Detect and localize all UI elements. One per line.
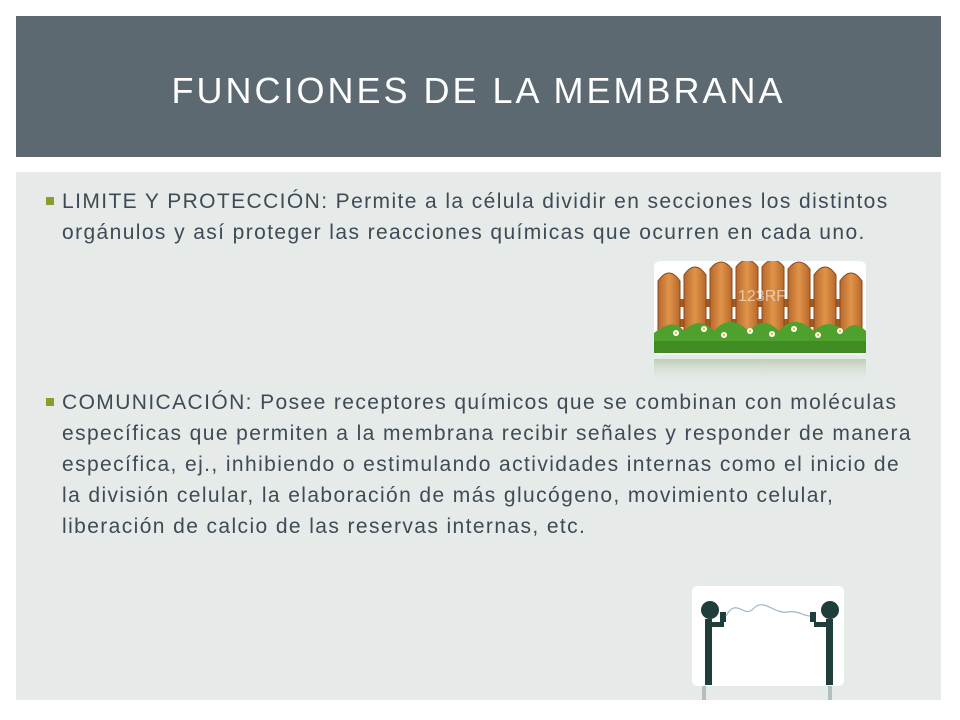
- bullet-heading: LIMITE Y PROTECCIÓN: [62, 190, 322, 213]
- fence-illustration: [654, 261, 866, 385]
- tin-can-phone-illustration: [692, 586, 844, 700]
- content-area: [16, 172, 941, 700]
- bullet-heading: COMUNICACIÓN: [62, 391, 246, 414]
- bullet-limite-proteccion: [62, 186, 912, 248]
- title-bar: [16, 16, 941, 157]
- watermark-text: 123RF: [738, 288, 787, 305]
- bullet-marker-icon: [46, 197, 54, 205]
- bullet-text: : Permite a la célula dividir en secciones los distintos orgánulos y así proteger las reacciones químicas que ocurren en cada uno.: [62, 190, 889, 244]
- bullet-comunicacion: [62, 387, 912, 542]
- bullet-text: : Posee receptores químicos que se combinan con moléculas específicas que permiten a la membrana recibir señales y responder de manera específica, ej., inhibiendo o estimulando actividades internas como el inicio de la división celular, la elaboración de más glucógeno, movimiento celular, liberación de calcio de las reservas internas, etc.: [62, 391, 912, 538]
- slide-title: FUNCIONES DE LA MEMBRANA: [171, 69, 786, 111]
- bullet-marker-icon: [46, 398, 54, 406]
